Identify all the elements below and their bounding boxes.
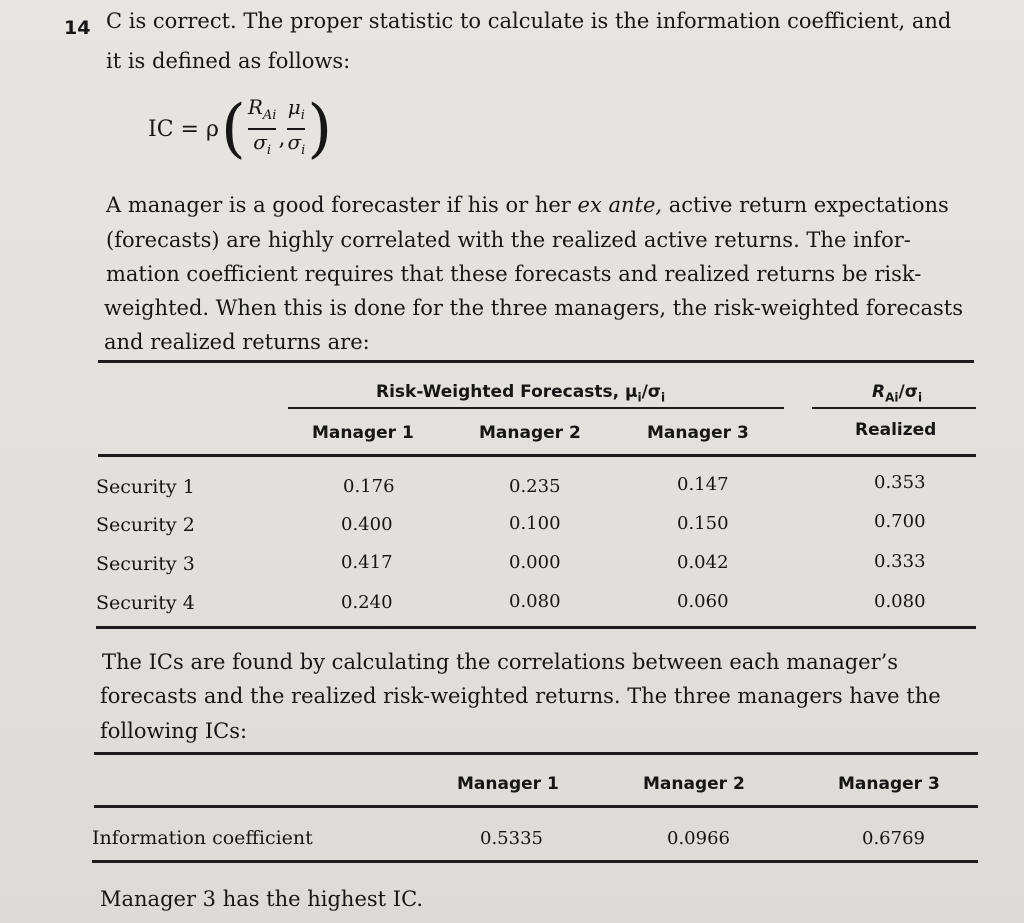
realized-header-r: R <box>872 382 886 402</box>
question-line-1: C is correct. The proper statistic to calculate is the information coefficient, and <box>106 9 952 33</box>
para2-line-3: following ICs: <box>100 719 248 743</box>
frac2-numerator-sub: i <box>300 108 305 123</box>
frac1-denominator: σ <box>253 130 267 154</box>
frac1-denominator-sub: i <box>266 143 272 158</box>
table1-group-underline <box>288 407 784 409</box>
cell: 0.176 <box>343 476 395 497</box>
row-label: Security 3 <box>96 553 195 575</box>
table1-group-header-text: Risk-Weighted Forecasts, μ <box>376 382 638 402</box>
cell: 0.353 <box>874 472 926 493</box>
table2-col-manager1: Manager 1 <box>457 774 559 794</box>
para2-line-2: forecasts and the realized risk-weighted returns. The three managers have the <box>100 684 941 708</box>
question-line-2: it is defined as follows: <box>106 49 351 73</box>
para1-line-1-post: active return expectations <box>662 193 949 217</box>
frac1-numerator-sub: Ai <box>262 108 277 123</box>
cell: 0.150 <box>677 513 729 534</box>
para1-line-1-pre: A manager is a good forecaster if his or her <box>106 193 578 217</box>
formula-left-paren: ( <box>220 92 246 166</box>
formula-comma: , <box>278 125 286 151</box>
table2-bottom-rule <box>92 860 978 863</box>
frac2-denominator: σ <box>287 130 302 154</box>
table2-header-rule <box>94 805 978 808</box>
cell: 0.235 <box>509 476 561 497</box>
cell: 0.100 <box>509 513 561 534</box>
cell: 0.080 <box>874 591 926 612</box>
para1-line-1 <box>106 188 949 222</box>
cell: 0.700 <box>874 511 926 532</box>
cell: 0.080 <box>509 591 561 612</box>
row-label: Information coefficient <box>92 827 313 849</box>
table1-bottom-rule <box>96 626 976 629</box>
frac2-denominator-sub: i <box>301 143 306 158</box>
table1-group-header: Risk-Weighted Forecasts, $\mu_i/\sigma_i$ <box>376 382 666 405</box>
formula-lhs: IC = ρ <box>148 116 219 142</box>
row-label: Security 1 <box>96 476 195 498</box>
para1-line-5: and realized returns are: <box>104 330 370 354</box>
ic-manager1: 0.5335 <box>480 828 543 849</box>
table1-header-rule <box>98 454 976 457</box>
ic-manager3: 0.6769 <box>862 828 925 849</box>
para1-line-1-emphasis: ex ante, <box>577 193 663 217</box>
cell: 0.042 <box>677 552 729 573</box>
table1-group-header-tail: /σ <box>641 382 662 402</box>
frac1-numerator: R <box>247 95 263 119</box>
table1-col-realized: Realized <box>855 420 937 440</box>
row-label: Security 4 <box>96 592 195 614</box>
frac2-numerator: μ <box>287 95 301 119</box>
cell: 0.147 <box>677 474 729 495</box>
cell: 0.000 <box>509 552 561 573</box>
cell: 0.333 <box>874 551 926 572</box>
table1-realized-underline <box>812 407 976 409</box>
table2-top-rule <box>94 752 978 755</box>
para2-line-1: The ICs are found by calculating the correlations between each manager’s <box>102 650 899 674</box>
fraction-forecast <box>287 95 305 163</box>
question-number: 14 <box>64 17 91 39</box>
table1-col-manager2: Manager 2 <box>479 423 581 443</box>
table1-col-manager3: Manager 3 <box>647 423 749 443</box>
conclusion: Manager 3 has the highest IC. <box>100 887 424 911</box>
cell: 0.417 <box>341 552 393 573</box>
formula-right-paren: ) <box>307 92 333 166</box>
para1-line-4: weighted. When this is done for the three managers, the risk-weighted forecasts <box>104 296 964 320</box>
cell: 0.240 <box>341 592 393 613</box>
row-label: Security 2 <box>96 514 195 536</box>
ic-formula <box>148 92 333 166</box>
cell: 0.400 <box>341 514 393 535</box>
table2-col-manager3: Manager 3 <box>838 774 940 794</box>
fraction-realized <box>248 95 277 163</box>
cell: 0.060 <box>677 591 729 612</box>
realized-header-tail: /σ <box>898 382 918 402</box>
table1-top-rule <box>98 360 974 363</box>
para1-line-3: mation coefficient requires that these forecasts and realized returns be risk- <box>106 262 922 286</box>
ic-manager2: 0.0966 <box>667 828 730 849</box>
table1-realized-group-header: $R_{Ai}/\sigma_i$ <box>872 382 923 405</box>
para1-line-2: (forecasts) are highly correlated with the realized active returns. The infor- <box>106 228 911 252</box>
table1-col-manager1: Manager 1 <box>312 423 414 443</box>
table2-col-manager2: Manager 2 <box>643 774 745 794</box>
